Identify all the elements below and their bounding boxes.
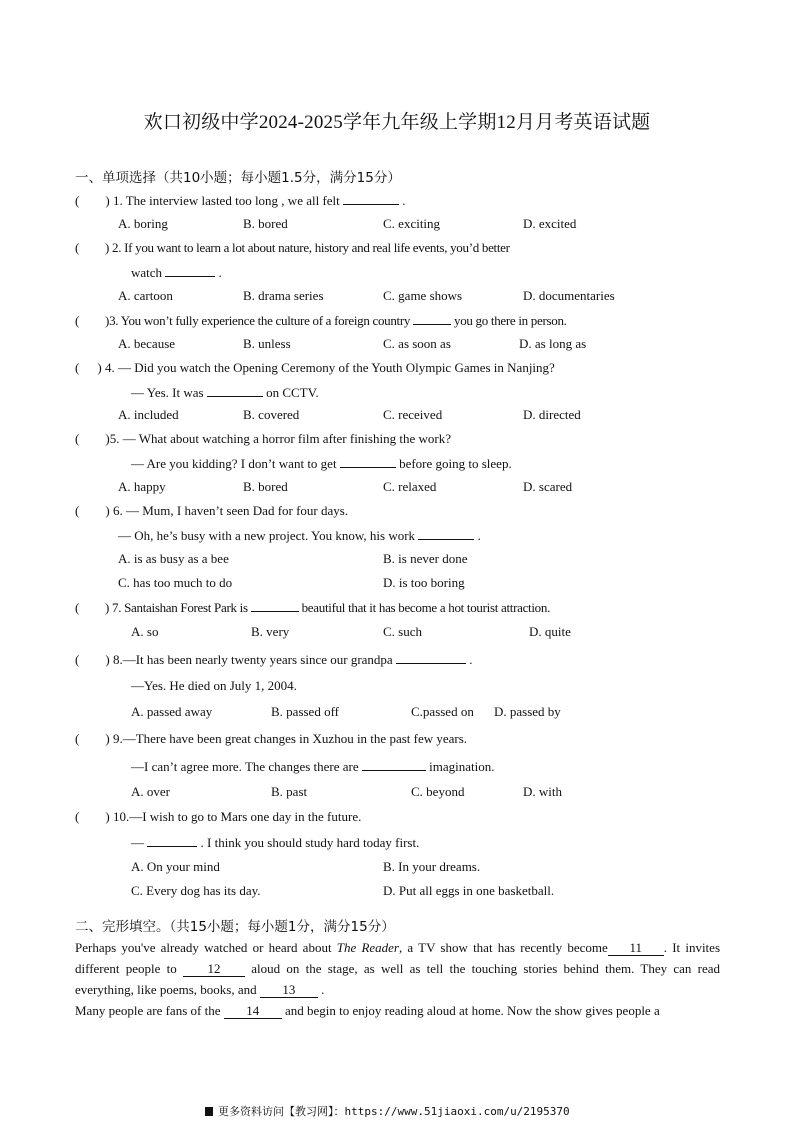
option-a[interactable]: A. passed away xyxy=(131,704,213,719)
answer-blank[interactable] xyxy=(343,192,399,205)
option-c[interactable]: C. beyond xyxy=(411,784,465,799)
footer-link[interactable]: 更多资料访问【教习网】：https://www.51jiaoxi.com/u/2195370 xyxy=(205,1103,570,1119)
section1-heading: 一、单项选择（共10小题；每小题1.5分，满分15分） xyxy=(75,170,401,186)
flag-icon xyxy=(205,1107,213,1116)
option-c[interactable]: C. as soon as xyxy=(383,336,451,351)
option-a[interactable]: A. On your mind xyxy=(131,859,220,874)
option-d[interactable]: D. documentaries xyxy=(523,288,615,303)
question-4-cont: — Yes. It was on CCTV. xyxy=(131,385,319,400)
option-a[interactable]: A. so xyxy=(131,624,159,639)
option-a[interactable]: A. cartoon xyxy=(118,288,173,303)
option-d[interactable]: D. as long as xyxy=(519,336,587,351)
option-a[interactable]: A. happy xyxy=(118,479,166,494)
question-5: ( )5. — What about watching a horror film after finishing the work? xyxy=(75,431,451,446)
question-1: ( ) 1. The interview lasted too long , we all felt . xyxy=(75,193,406,208)
option-d[interactable]: D. passed by xyxy=(494,704,561,719)
option-d[interactable]: D. is too boring xyxy=(383,575,465,590)
option-d[interactable]: D. directed xyxy=(523,407,581,422)
option-b[interactable]: B. unless xyxy=(243,336,291,351)
question-8: ( ) 8.—It has been nearly twenty years since our grandpa . xyxy=(75,652,473,667)
option-c[interactable]: C. relaxed xyxy=(383,479,437,494)
option-c[interactable]: C. such xyxy=(383,624,422,639)
option-a[interactable]: A. included xyxy=(118,407,179,422)
question-10-cont: — . I think you should study hard today first. xyxy=(131,835,420,850)
question-9: ( ) 9.—There have been great changes in Xuzhou in the past few years. xyxy=(75,731,468,746)
option-d[interactable]: D. with xyxy=(523,784,562,799)
option-a[interactable]: A. because xyxy=(118,336,176,351)
cloze-gap-12[interactable]: 12 xyxy=(183,962,245,977)
option-b[interactable]: B. is never done xyxy=(383,551,468,566)
option-c[interactable]: C. Every dog has its day. xyxy=(131,883,261,898)
answer-blank[interactable] xyxy=(418,527,474,540)
option-b[interactable]: B. past xyxy=(271,784,308,799)
option-a[interactable]: A. boring xyxy=(118,216,168,231)
option-a[interactable]: A. over xyxy=(131,784,170,799)
question-5-cont: — Are you kidding? I don’t want to get before going to sleep. xyxy=(131,456,512,471)
option-b[interactable]: B. In your dreams. xyxy=(383,859,481,874)
option-b[interactable]: B. bored xyxy=(243,216,288,231)
answer-blank[interactable] xyxy=(362,758,426,771)
page-title: 欢口初级中学2024-2025学年九年级上学期12月月考英语试题 xyxy=(143,112,651,133)
option-c[interactable]: C.passed on xyxy=(411,704,474,719)
option-d[interactable]: D. excited xyxy=(523,216,577,231)
option-a[interactable]: A. is as busy as a bee xyxy=(118,551,229,566)
cloze-gap-11[interactable]: 11 xyxy=(608,941,664,956)
cloze-paragraph-2: Many people are fans of the 14 and begin to enjoy reading aloud at home. Now the show gives people a xyxy=(75,1003,660,1018)
question-2: ( ) 2. If you want to learn a lot about nature, history and real life events, you’d better xyxy=(75,240,510,255)
question-10: ( ) 10.—I wish to go to Mars one day in the future. xyxy=(75,809,362,824)
answer-blank[interactable] xyxy=(207,384,263,397)
option-c[interactable]: C. exciting xyxy=(383,216,441,231)
option-c[interactable]: C. game shows xyxy=(383,288,463,303)
question-4: ( ) 4. — Did you watch the Opening Ceremony of the Youth Olympic Games in Nanjing? xyxy=(75,360,555,375)
show-title: The Reader xyxy=(336,940,399,955)
option-b[interactable]: B. bored xyxy=(243,479,288,494)
option-b[interactable]: B. very xyxy=(251,624,290,639)
answer-blank[interactable] xyxy=(165,264,215,277)
option-d[interactable]: D. scared xyxy=(523,479,573,494)
answer-blank[interactable] xyxy=(147,834,197,847)
cloze-paragraph-1: Perhaps you've already watched or heard about The Reader, a TV show that has recently become 11 . It invites different people to 12 aloud on the stage, as well as tell the touching stories behind them. They can read everything, like poems, books, and 13 . xyxy=(75,940,721,997)
question-8-cont: —Yes. He died on July 1, 2004. xyxy=(131,678,297,693)
option-c[interactable]: C. received xyxy=(383,407,443,422)
option-d[interactable]: D. Put all eggs in one basketball. xyxy=(383,883,555,898)
question-2-cont: watch . xyxy=(131,265,222,280)
option-b[interactable]: B. covered xyxy=(243,407,300,422)
question-9-cont: —I can’t agree more. The changes there are imagination. xyxy=(131,759,495,774)
question-6-cont: — Oh, he’s busy with a new project. You know, his work . xyxy=(118,528,481,543)
section2-heading: 二、完形填空。（共15小题；每小题1分，满分15分） xyxy=(75,919,395,935)
question-7: ( ) 7. Santaishan Forest Park is beautiful that it has become a hot tourist attraction. xyxy=(75,600,551,615)
answer-blank[interactable] xyxy=(413,312,451,325)
answer-blank[interactable] xyxy=(251,599,299,612)
cloze-gap-13[interactable]: 13 xyxy=(260,983,318,998)
question-3: ( )3. You won’t fully experience the culture of a foreign country you go there in person. xyxy=(75,313,567,328)
question-6: ( ) 6. — Mum, I haven’t seen Dad for four days. xyxy=(75,503,349,518)
option-b[interactable]: B. passed off xyxy=(271,704,340,719)
option-c[interactable]: C. has too much to do xyxy=(118,575,233,590)
option-b[interactable]: B. drama series xyxy=(243,288,324,303)
answer-blank[interactable] xyxy=(340,455,396,468)
cloze-gap-14[interactable]: 14 xyxy=(224,1004,282,1019)
option-d[interactable]: D. quite xyxy=(529,624,571,639)
answer-blank[interactable] xyxy=(396,651,466,664)
